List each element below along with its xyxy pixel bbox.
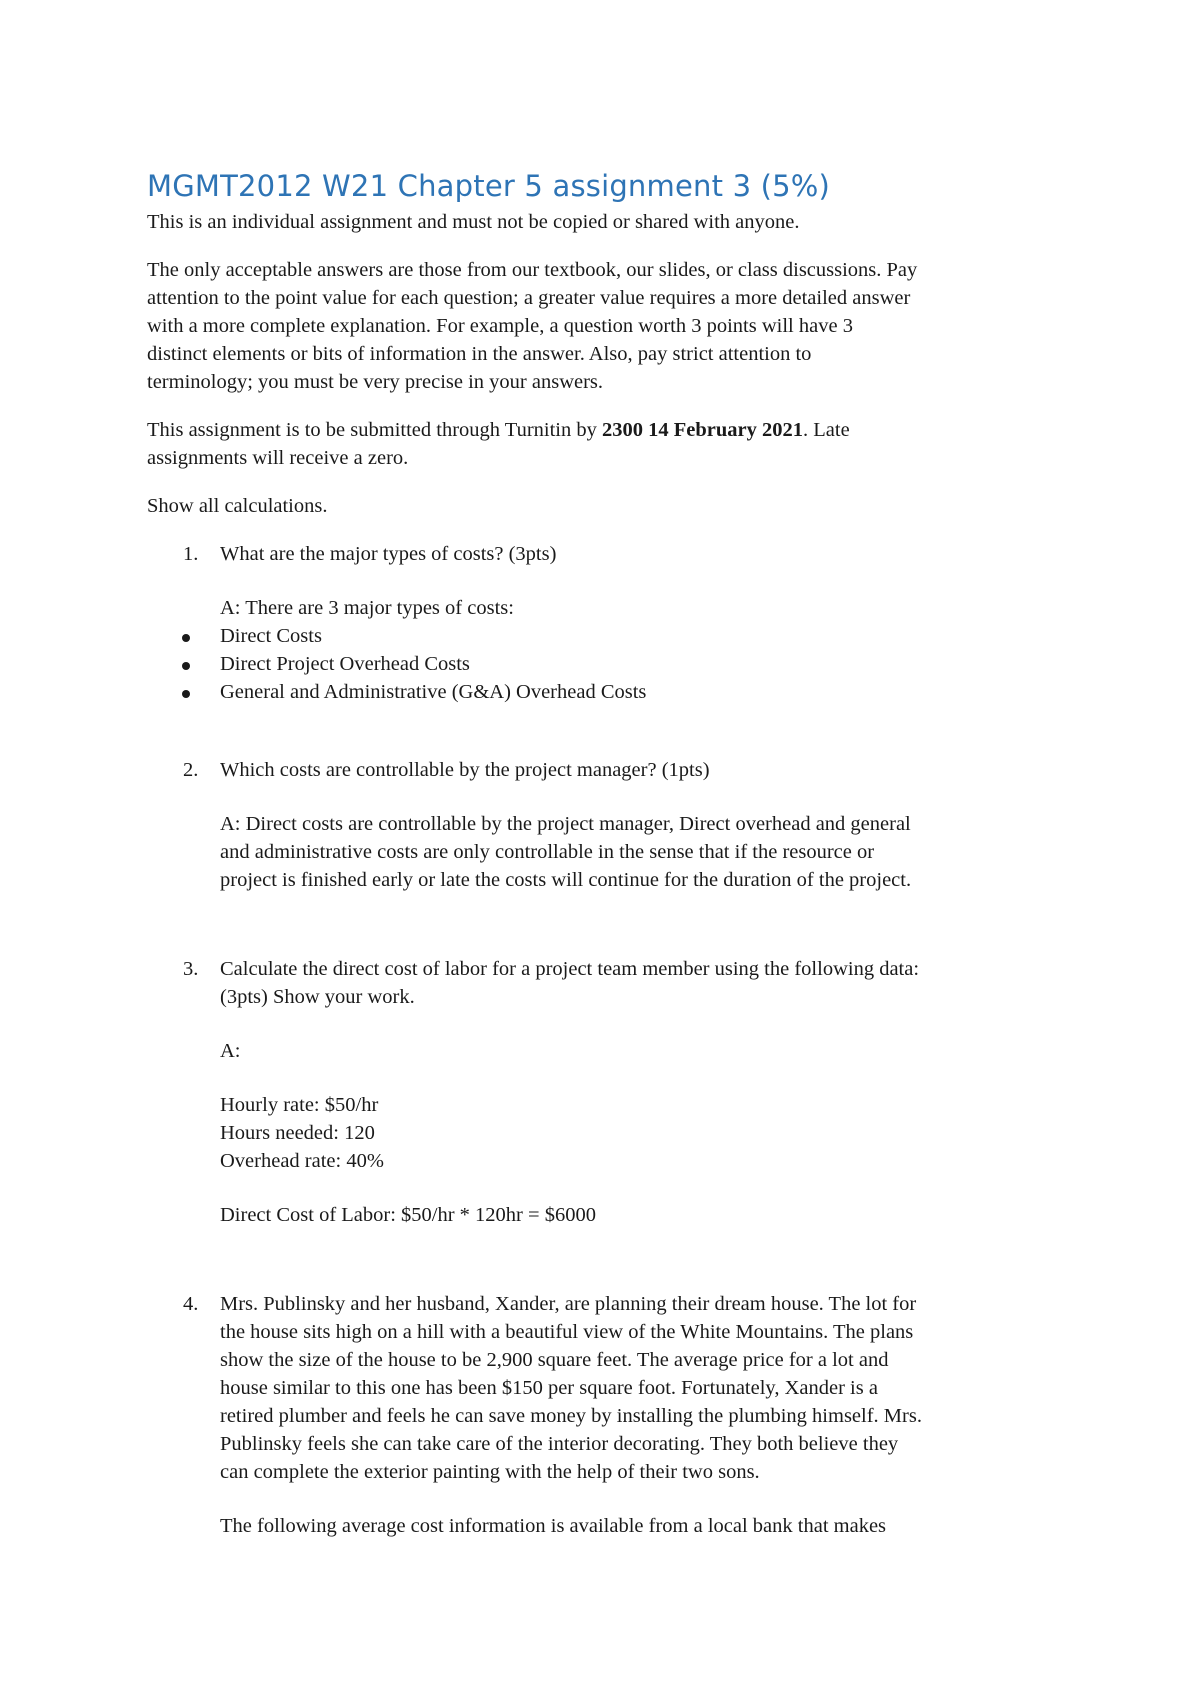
instructions-line: attention to the point value for each question; a greater value requires a more detailed answer bbox=[147, 287, 911, 309]
submission-line: assignments will receive a zero. bbox=[147, 447, 409, 469]
question-text: (3pts) Show your work. bbox=[220, 986, 415, 1008]
question-number: 1. bbox=[183, 543, 199, 565]
data-line: Hourly rate: $50/hr bbox=[220, 1094, 379, 1116]
question-text: Which costs are controllable by the project manager? (1pts) bbox=[220, 759, 710, 781]
instructions-line: The only acceptable answers are those from our textbook, our slides, or class discussions. Pay bbox=[147, 259, 918, 281]
bullet-icon bbox=[182, 634, 190, 642]
submission-line bbox=[147, 416, 1060, 444]
list-item: Direct Costs bbox=[147, 622, 1060, 650]
bullet-icon bbox=[182, 690, 190, 698]
answer-line: and administrative costs are only controllable in the sense that if the resource or bbox=[220, 841, 875, 863]
answer-intro: A: There are 3 major types of costs: bbox=[220, 597, 514, 619]
submission-text-end: . Late bbox=[803, 419, 850, 441]
instructions-line: distinct elements or bits of information in the answer. Also, pay strict attention to bbox=[147, 343, 812, 365]
question-text: Mrs. Publinsky and her husband, Xander, are planning their dream house. The lot for bbox=[220, 1293, 917, 1315]
answer-line: project is finished early or late the costs will continue for the duration of the project. bbox=[220, 869, 912, 891]
list-item: General and Administrative (G&A) Overhead Costs bbox=[147, 678, 1060, 706]
submission-text: This assignment is to be submitted through Turnitin by bbox=[147, 419, 603, 441]
answer-label: A: bbox=[220, 1040, 241, 1062]
show-calculations-text: Show all calculations. bbox=[147, 495, 328, 517]
answer-line: A: Direct costs are controllable by the project manager, Direct overhead and general bbox=[220, 813, 911, 835]
answer-1 bbox=[220, 594, 1060, 706]
data-line: Overhead rate: 40% bbox=[220, 1150, 384, 1172]
list-item: Direct Project Overhead Costs bbox=[147, 650, 1060, 678]
question-number: 4. bbox=[183, 1293, 199, 1315]
question-text: show the size of the house to be 2,900 square feet. The average price for a lot and bbox=[220, 1349, 889, 1371]
question-number: 3. bbox=[183, 958, 199, 980]
result-line: Direct Cost of Labor: $50/hr * 120hr = $6000 bbox=[220, 1204, 596, 1226]
data-line: Hours needed: 120 bbox=[220, 1122, 375, 1144]
instructions-line: terminology; you must be very precise in your answers. bbox=[147, 371, 604, 393]
submission-deadline: 2300 14 February 2021 bbox=[602, 419, 804, 441]
question-number: 2. bbox=[183, 759, 199, 781]
question-2 bbox=[147, 756, 1060, 894]
question-text: What are the major types of costs? (3pts) bbox=[220, 543, 557, 565]
answer-2 bbox=[220, 810, 1060, 894]
question-4-followup bbox=[220, 1512, 1060, 1540]
instructions-paragraph bbox=[147, 256, 1060, 396]
bullet-icon bbox=[182, 662, 190, 670]
question-text: can complete the exterior painting with the help of their two sons. bbox=[220, 1461, 760, 1483]
question-3 bbox=[147, 955, 1060, 1229]
question-text: retired plumber and feels he can save money by installing the plumbing himself. Mrs. bbox=[220, 1405, 922, 1427]
question-1 bbox=[147, 540, 1060, 706]
followup-line: The following average cost information is available from a local bank that makes bbox=[220, 1515, 887, 1537]
instructions-line: with a more complete explanation. For example, a question worth 3 points will have 3 bbox=[147, 315, 853, 337]
question-text: house similar to this one has been $150 per square foot. Fortunately, Xander is a bbox=[220, 1377, 878, 1399]
document-title: MGMT2012 W21 Chapter 5 assignment 3 (5%) bbox=[147, 169, 831, 203]
question-text: the house sits high on a hill with a beautiful view of the White Mountains. The plans bbox=[220, 1321, 914, 1343]
question-list bbox=[147, 540, 1060, 1540]
cost-types-list bbox=[147, 622, 1060, 706]
question-4 bbox=[147, 1290, 1060, 1540]
submission-paragraph bbox=[147, 416, 1060, 472]
question-text: Publinsky feels she can take care of the interior decorating. They both believe they bbox=[220, 1433, 899, 1455]
question-text: Calculate the direct cost of labor for a project team member using the following data: bbox=[220, 958, 920, 980]
intro-text: This is an individual assignment and must not be copied or shared with anyone. bbox=[147, 211, 800, 233]
answer-3 bbox=[220, 1037, 1060, 1229]
